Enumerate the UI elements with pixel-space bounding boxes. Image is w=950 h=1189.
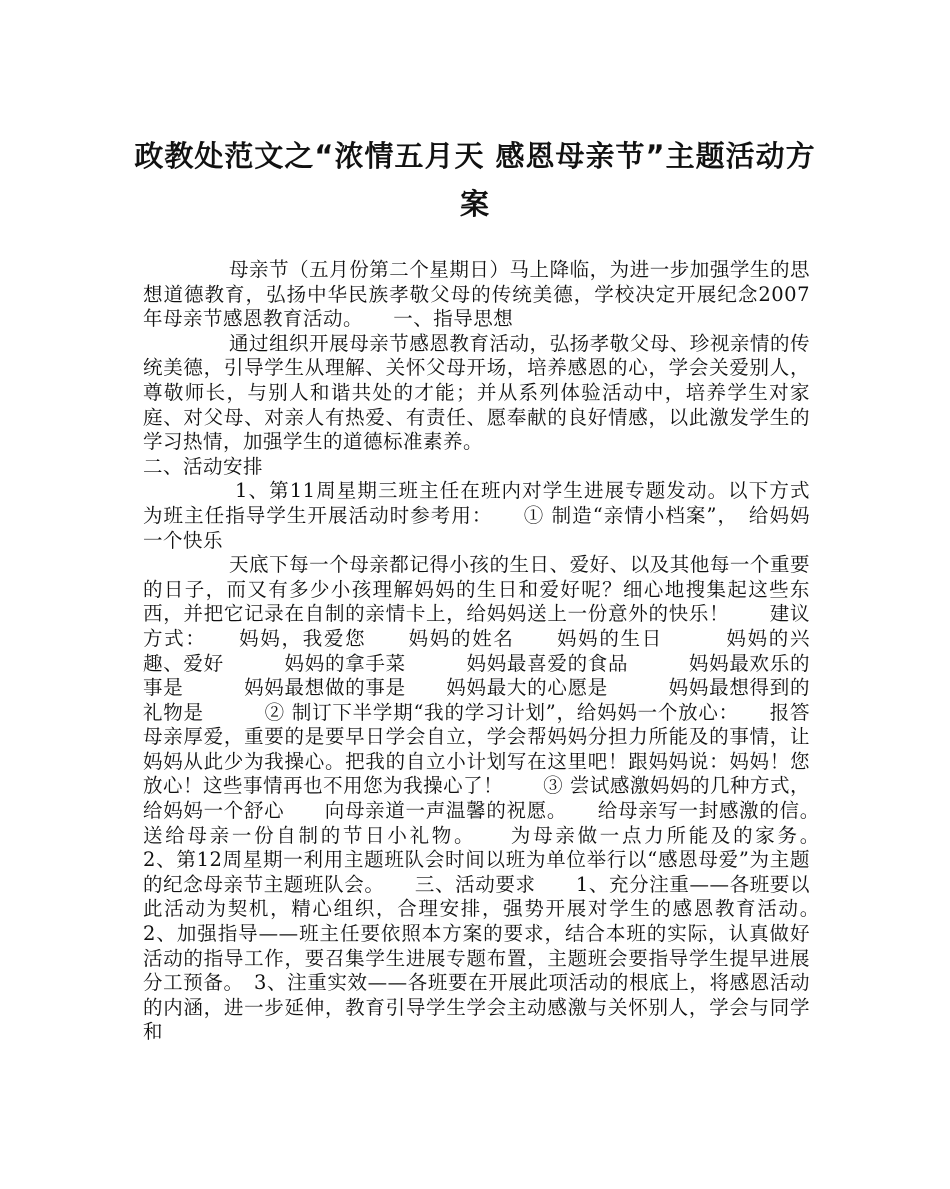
document-title: 政教处范文之“浓情五月天 感恩母亲节”主题活动方案 xyxy=(134,139,816,221)
document-body xyxy=(143,258,851,1045)
paragraph-guiding-thought: 通过组织开展母亲节感恩教育活动，弘扬孝敬父母、珍视亲情的传统美德，引导学生从理解、关怀父母开场，培养感恩的心，学会关爱别人，尊敬师长，与别人和谐共处的才能；并从系列体验活动中，培养学生对家庭、对父母、对亲人有热爱、有责任、愿奉献的良好情感，以此激发学生的学习热情，加强学生的道德标准素养。 xyxy=(143,331,810,454)
paragraph-intro: 母亲节（五月份第二个星期日）马上降临，为进一步加强学生的思想道德教育，弘扬中华民族孝敬父母的传统美德，学校决定开展纪念2007年母亲节感恩教育活动。 一、指导思想 xyxy=(143,258,810,331)
paragraph-activity-details: 天底下每一个母亲都记得小孩的生日、爱好、以及其他每一个重要的日子，而又有多少小孩理解妈妈的生日和爱好呢？细心地搜集起这些东西，并把它记录在自制的亲情卡上，给妈妈送上一份意外的快乐！ 建议方式： 妈妈，我爱您 妈妈的姓名 妈妈的生日 妈妈的兴趣、爱好 妈妈的拿手菜 妈妈最喜爱的食品 妈妈最欢乐的事是 妈妈最想做的事是 妈妈最大的心愿是 妈妈最想得到的礼物是 ② 制订下半学期“我的学习计划”，给妈妈一个放心： 报答母亲厚爱，重要的是要早日学会自立，学会帮妈妈分担力所能及的事情，让妈妈从此少为我操心。把我的自立小计划写在这里吧！跟妈妈说：妈妈！您放心！这些事情再也不用您为我操心了！ ③ 尝试感激妈妈的几种方式，给妈妈一个舒心 向母亲道一声温馨的祝愿。 给母亲写一封感激的信。 送给母亲一份自制的节日小礼物。 为母亲做一点力所能及的家务。 2、第12周星期一利用主题班队会时间以班为单位举行以“感恩母爱”为主题的纪念母亲节主题班队会。 三、活动要求 1、充分注重——各班要以此活动为契机，精心组织，合理安排，强势开展对学生的感恩教育活动。 2、加强指导——班主任要依照本方案的要求，结合本班的实际，认真做好活动的指导工作，要召集学生进展专题布置，主题班会要指导学生提早进展分工预备。 3、注重实效——各班要在开展此项活动的根底上，将感恩活动的内涵，进一步延伸，教育引导学生学会主动感激与关怀别人，学会与同学和 xyxy=(143,553,851,1044)
section-heading-activity-arrangement: 二、活动安排 xyxy=(143,454,264,478)
paragraph-activity-1: 1、第11周星期三班主任在班内对学生进展专题发动。以下方式为班主任指导学生开展活动时参考用： ① 制造“亲情小档案”， 给妈妈一个快乐 xyxy=(143,479,810,552)
